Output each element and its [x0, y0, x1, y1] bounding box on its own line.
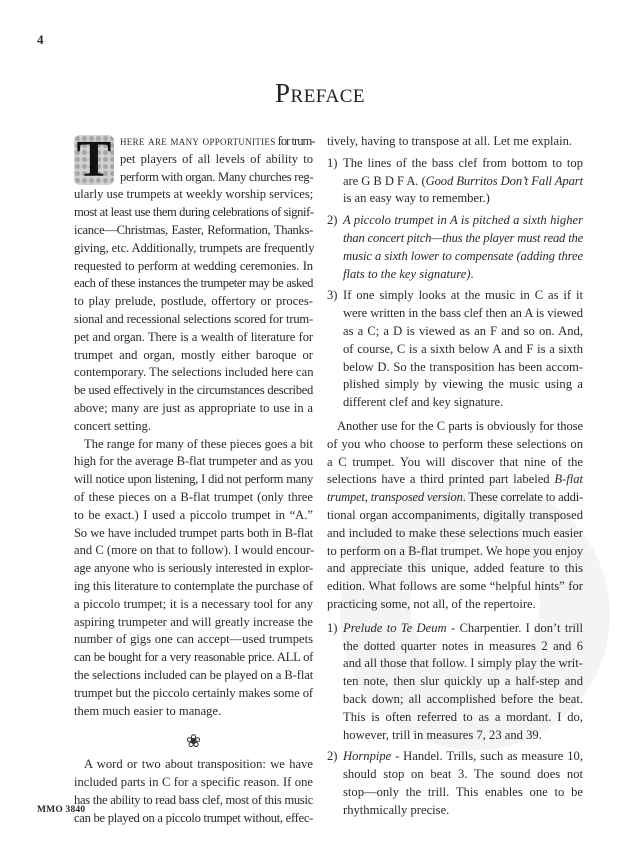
right-column — [327, 133, 583, 819]
list-item — [327, 212, 583, 283]
text-run: pet players of all levels of ability to — [120, 151, 313, 166]
text-line — [74, 222, 313, 240]
text-line — [343, 359, 583, 377]
text-line — [74, 293, 313, 311]
text-line — [327, 133, 583, 151]
text-line — [343, 305, 583, 323]
text-line — [327, 454, 583, 472]
text-line — [74, 810, 313, 828]
paragraph — [74, 756, 313, 827]
italic-run: Good Burritos Don’t Fall Apart — [425, 173, 584, 188]
drop-cap — [74, 131, 114, 188]
text-line — [343, 323, 583, 341]
paragraph — [327, 418, 583, 614]
text-line — [343, 748, 583, 766]
text-line — [74, 240, 313, 258]
text-run: pet and organ. There is a wealth of literature for — [74, 329, 313, 344]
text-run: to play prelude, postlude, offertory or proces- — [74, 294, 313, 309]
text-line — [74, 489, 313, 507]
text-run: has the ability to read bass clef, most of this music — [74, 792, 313, 807]
text-run: . — [470, 266, 474, 281]
italic-run: flats to the key signature) — [343, 266, 471, 281]
text-line — [343, 248, 583, 266]
text-run: contemporary. The selections included here can — [74, 365, 314, 380]
text-line — [343, 766, 583, 784]
text-run: ing this literature to contemplate the purchase of — [74, 578, 313, 593]
text-line — [343, 620, 583, 638]
text-run: stop—only the trill. This enables one to be — [343, 784, 583, 799]
text-run: different clef and key signature. — [343, 395, 504, 410]
text-run: If one simply looks at the music in C as if it — [343, 288, 583, 303]
text-run: sional and recessional selections scored for trum- — [74, 311, 313, 326]
text-run: below D. So the transposition has been accom- — [343, 359, 583, 374]
text-line — [343, 802, 583, 820]
text-line — [74, 685, 313, 703]
text-line — [343, 190, 583, 208]
text-line — [343, 173, 583, 191]
text-line — [74, 453, 313, 471]
italic-run: trumpet, transposed version — [327, 490, 463, 505]
text-line — [74, 471, 313, 489]
text-run: and included to make these selections much easier — [327, 525, 583, 540]
text-line — [327, 578, 583, 596]
text-run: back down; all accomplished before the beat. — [343, 691, 583, 706]
text-run: ten note, then slur quickly up a half-step and — [343, 674, 583, 689]
text-line — [74, 364, 313, 382]
text-run: plished simply by viewing the music using a — [343, 377, 583, 392]
text-run: as a C; a D is viewed as an F and so on. And, — [343, 323, 583, 338]
text-line — [74, 418, 313, 436]
text-line — [343, 266, 583, 284]
text-line — [74, 649, 313, 667]
list-item — [327, 620, 583, 745]
text-run: for trum- — [275, 134, 315, 148]
text-line — [74, 614, 313, 632]
text-line — [343, 394, 583, 412]
text-line — [327, 596, 583, 614]
paragraph — [74, 436, 313, 721]
text-line — [74, 596, 313, 614]
small-caps-run: here are many opportunities — [120, 134, 276, 148]
text-run: Another use for the C parts is obviously for those — [337, 418, 583, 433]
text-run: them much easier to manage. — [74, 703, 222, 718]
text-run: A word or two about transposition: we have — [84, 757, 313, 772]
text-run: So we have included trumpet parts both in B-flat — [74, 525, 313, 540]
page-number: 4 — [37, 32, 44, 47]
text-run: however, trill in measures 7, 23 and 39. — [343, 727, 542, 742]
text-line — [343, 287, 583, 305]
text-line — [327, 436, 583, 454]
text-run: and C (more on that to follow). I would encour- — [74, 543, 315, 558]
list-number: 1) — [327, 620, 338, 635]
text-line — [74, 258, 313, 276]
text-line — [74, 560, 313, 578]
text-line — [343, 376, 583, 394]
text-run: the selections included can be played on a B-flat — [74, 667, 314, 682]
text-run: to be exact.) I used a piccolo trumpet in “A.” — [74, 507, 313, 522]
text-run: high for the average B-flat trumpeter and as you — [74, 454, 313, 469]
left-column — [74, 133, 313, 827]
text-line — [343, 673, 583, 691]
text-run: trumpet and organ, mostly either baroque or — [74, 347, 313, 362]
text-run: icance—Christmas, Easter, Reformation, Thanks- — [74, 222, 313, 237]
text-line — [327, 507, 583, 525]
text-line — [74, 578, 313, 596]
text-run: giving, etc. Additionally, trumpets are frequently — [74, 240, 315, 255]
text-line — [74, 756, 313, 774]
text-run: will notice upon listening, I did not perform many — [74, 472, 313, 487]
text-run: a C trumpet. You will discover that nine of the — [327, 454, 583, 469]
text-run: and appreciate this unique, added feature to this — [327, 561, 583, 576]
paragraph — [74, 133, 313, 436]
text-run: perform with organ. Many churches reg- — [120, 169, 314, 184]
italic-run: A piccolo trumpet in A is pitched a sixth higher — [343, 213, 583, 228]
text-line — [343, 341, 583, 359]
text-run: trumpet but the piccolo certainly makes some of — [74, 685, 313, 700]
text-run: above; many are just as appropriate to use in a — [74, 400, 313, 415]
text-run: practicing some, not all, of the repertoire. — [327, 596, 536, 611]
italic-run: Hornpipe — [343, 749, 392, 764]
text-run: and all those that follow. I simply play the writ- — [343, 656, 583, 671]
text-line — [343, 155, 583, 173]
text-line — [343, 709, 583, 727]
text-line — [120, 133, 313, 151]
text-line — [343, 212, 583, 230]
text-run: The lines of the bass clef from bottom to top — [343, 155, 583, 170]
text-line — [74, 792, 313, 810]
text-line — [343, 727, 583, 745]
text-line — [327, 560, 583, 578]
text-run: of course, C is a sixth below A and F is a sixth — [343, 341, 583, 356]
text-run: tional organ accompaniments, digitally transposed — [327, 507, 583, 522]
text-line — [74, 400, 313, 418]
text-line — [74, 329, 313, 347]
text-run: edition. What follows are some “helpful hints” for — [327, 579, 583, 594]
text-run: can be bought for a very reasonable price. ALL of — [74, 650, 313, 665]
text-line — [74, 382, 313, 400]
italic-run: music a sixth lower to compensate (adding three — [343, 248, 583, 263]
italic-run: than concert pitch—thus the player must read the — [343, 230, 583, 245]
text-run: This is often referred to as a mordant. I do, — [343, 709, 583, 724]
text-run: of these pieces on a B-flat trumpet (only three — [74, 489, 313, 504]
text-run: were written in the bass clef then an A is viewed — [343, 306, 583, 321]
list-item — [327, 748, 583, 819]
text-run: concert setting. — [74, 418, 151, 433]
catalog-number: MMO 3840 — [37, 805, 86, 815]
text-run: number of gigs one can accept—used trumpets — [74, 632, 313, 647]
text-line — [120, 169, 313, 187]
drop-cap-letter: T — [76, 131, 112, 188]
list-item — [327, 155, 583, 208]
text-run: age anyone who is seriously interested in explor- — [74, 561, 313, 576]
text-run: requested to perform at wedding ceremonies. In — [74, 258, 313, 273]
text-line — [74, 774, 313, 792]
list-number: 1) — [327, 155, 338, 170]
text-run: each of these instances the trumpeter may be asked — [74, 276, 313, 291]
text-run: ularly use trumpets at weekly worship services; — [74, 187, 314, 202]
text-line — [120, 151, 313, 169]
list-number: 3) — [327, 288, 338, 303]
text-line — [74, 667, 313, 685]
list-number: 2) — [327, 749, 338, 764]
text-line — [327, 525, 583, 543]
text-line — [327, 543, 583, 561]
text-line — [74, 275, 313, 293]
text-run: tively, having to transpose at all. Let me explain. — [327, 134, 573, 148]
paragraph — [327, 133, 583, 151]
text-line — [74, 347, 313, 365]
text-run: The range for many of these pieces goes a bit — [84, 436, 313, 451]
text-run: included parts in C for a specific reason. If one — [74, 775, 313, 790]
text-run: selections have a third printed part labeled — [327, 472, 555, 487]
text-line — [74, 204, 313, 222]
text-line — [327, 471, 583, 489]
italic-run: B-flat — [554, 472, 583, 487]
list-number: 2) — [327, 213, 338, 228]
text-run: aspiring trumpeter and will greatly increase the — [74, 614, 313, 629]
text-run: . These correlate to addi- — [462, 490, 583, 505]
text-run: can be played on a piccolo trumpet without, effec- — [74, 810, 313, 825]
text-run: - Charpentier. I don’t trill — [446, 620, 584, 635]
text-line — [343, 638, 583, 656]
text-line — [74, 631, 313, 649]
text-line — [74, 436, 313, 454]
text-line — [74, 186, 313, 204]
text-run: - Handel. Trills, such as measure 10, — [391, 749, 583, 764]
text-run: to perform on a B-flat trumpet. We hope you enjoy — [327, 543, 584, 558]
text-line — [74, 311, 313, 329]
page-title: Preface — [275, 78, 365, 108]
text-line — [343, 655, 583, 673]
text-run: most at least use them during celebrations of signif- — [74, 205, 314, 220]
text-line — [327, 418, 583, 436]
text-line — [74, 507, 313, 525]
text-run: are G B D F A. ( — [343, 173, 426, 188]
text-run: is an easy way to remember.) — [343, 191, 490, 206]
text-line — [74, 542, 313, 560]
italic-run: Prelude to Te Deum — [343, 620, 447, 635]
list-item — [327, 287, 583, 412]
text-line — [343, 691, 583, 709]
text-run: be used effectively in the circumstances described — [74, 383, 313, 398]
text-run: rhythmically precise. — [343, 802, 450, 817]
text-line — [343, 230, 583, 248]
text-line — [74, 703, 313, 721]
text-line — [74, 525, 313, 543]
text-line — [327, 489, 583, 507]
section-ornament-icon: ❀ — [185, 731, 202, 752]
text-run: the dotted quarter notes in measures 2 and 6 — [343, 638, 583, 653]
text-run: should stop on beat 3. The sound does not — [343, 767, 583, 782]
text-run: a piccolo trumpet; it is a necessary tool for any — [74, 596, 313, 611]
text-run: of you who choose to perform these selections on — [327, 436, 583, 451]
text-line — [343, 784, 583, 802]
